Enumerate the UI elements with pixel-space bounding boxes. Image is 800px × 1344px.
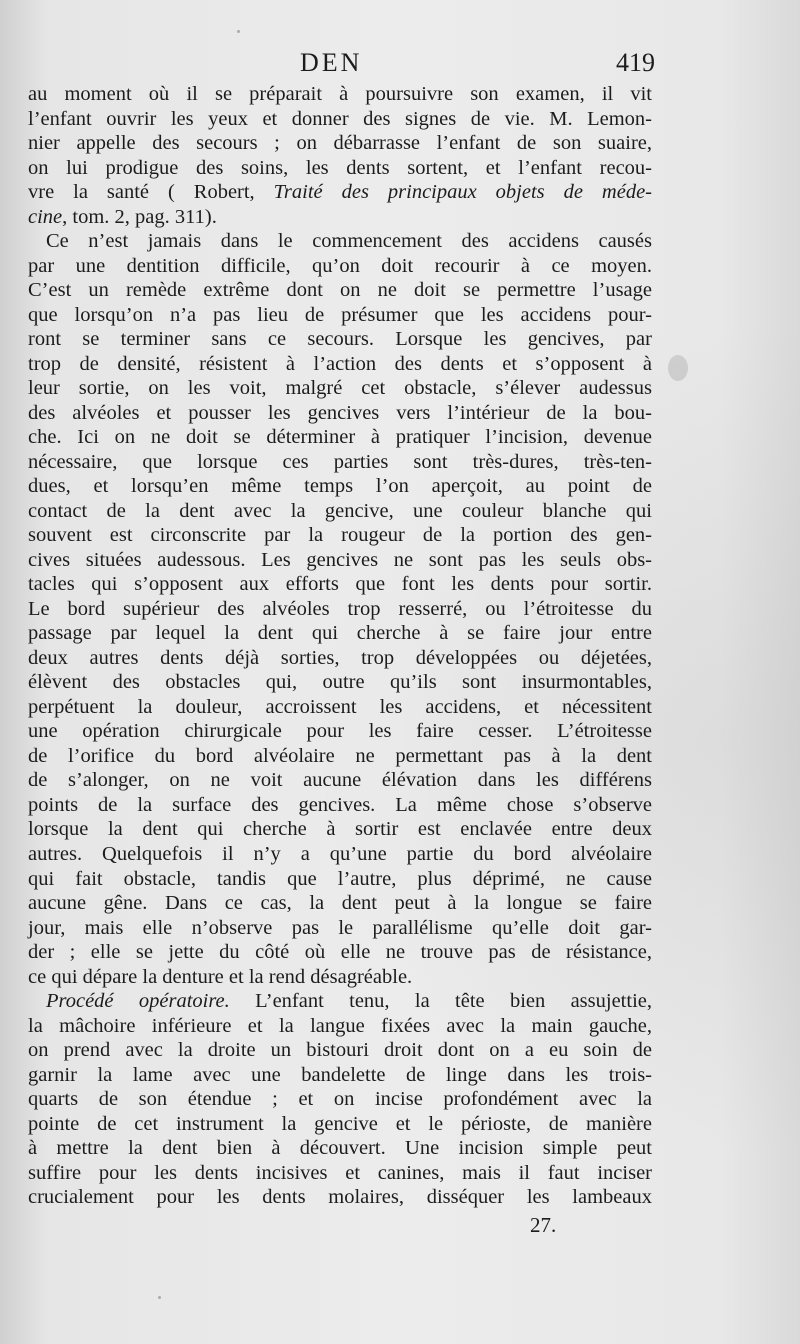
text-line: trop de densité, résistent à l’action des dents et s’opposent à (28, 352, 652, 375)
text-line: qui fait obstacle, tandis que l’autre, plus déprimé, ne cause (28, 867, 652, 890)
text-line (28, 989, 652, 1014)
paper-speck (237, 30, 240, 33)
text-line: ront se terminer sans ce secours. Lorsque les gencives, par (28, 328, 652, 351)
text-line (28, 205, 652, 230)
text-line: lorsque la dent qui cherche à sortir est enclavée entre deux (28, 818, 652, 841)
text-line: par une dentition difficile, qu’on doit recourir à ce moyen. (28, 254, 652, 277)
text-line: tacles qui s’opposent aux efforts que font les dents pour sortir. (28, 573, 652, 596)
text-line: points de la surface des gencives. La même chose s’observe (28, 793, 652, 816)
text-line: on prend avec la droite un bistouri droit dont on a eu soin de (28, 1039, 652, 1062)
text-line: nécessaire, que lorsque ces parties sont très-dures, très-ten- (28, 450, 652, 473)
paper-stain (668, 355, 688, 381)
text-line: leur sortie, on les voit, malgré cet obstacle, s’élever audessus (28, 377, 652, 400)
text-line: pointe de cet instrument la gencive et le périoste, de manière (28, 1112, 652, 1135)
text-line: dues, et lorsqu’en même temps l’on aperçoit, au point de (28, 475, 652, 498)
text-run: L’enfant tenu, la tête bien assujettie, (229, 990, 652, 1013)
paper-speck (158, 1296, 161, 1299)
text-run: vre la santé ( Robert, (28, 181, 274, 204)
text-line: souvent est circonscrite par la rougeur de la portion des gen- (28, 524, 652, 547)
text-line: passage par lequel la dent qui cherche à se faire jour entre (28, 622, 652, 645)
text-line: de s’alonger, on ne voit aucune élévation dans les différens (28, 769, 652, 792)
book-title-italic: cine (28, 205, 63, 228)
section-heading-italic: Procédé opératoire. (46, 990, 230, 1013)
body-text (28, 82, 652, 1210)
text-line: cives situées audessous. Les gencives ne sont pas les seuls obs- (28, 548, 652, 571)
text-line: quarts de son étendue ; et on incise profondément avec la (28, 1088, 652, 1111)
text-line: contact de la dent avec la gencive, une couleur blanche qui (28, 499, 652, 522)
text-line: à mettre la dent bien à découvert. Une incision simple peut (28, 1137, 652, 1160)
text-line: autres. Quelquefois il n’y a qu’une partie du bord alvéolaire (28, 842, 652, 865)
text-run: , tom. 2, pag. 311). (62, 205, 217, 228)
text-line: der ; elle se jette du côté où elle ne trouve pas de résistance, (28, 941, 652, 964)
text-line: on lui prodigue des soins, les dents sortent, et l’enfant recou- (28, 156, 652, 179)
book-title-italic: Traité des principaux objets de méde- (273, 181, 652, 204)
text-line: deux autres dents déjà sorties, trop développées ou déjetées, (28, 646, 652, 669)
page-number: 419 (616, 48, 655, 77)
text-line: Ce n’est jamais dans le commencement des accidens causés (46, 230, 652, 253)
text-line: l’enfant ouvrir les yeux et donner des signes de vie. M. Lemon- (28, 107, 652, 130)
text-line (28, 180, 652, 205)
text-line: Le bord supérieur des alvéoles trop resserré, ou l’étroitesse du (28, 597, 652, 620)
text-line: la mâchoire inférieure et la langue fixées avec la main gauche, (28, 1014, 652, 1037)
text-line: aucune gêne. Dans ce cas, la dent peut à la longue se faire (28, 892, 652, 915)
text-line: que lorsqu’on n’a pas lieu de présumer que les accidens pour- (28, 303, 652, 326)
text-line: ce qui dépare la denture et la rend désagréable. (28, 965, 413, 988)
text-line: de l’orifice du bord alvéolaire ne permettant pas à la dent (28, 744, 652, 767)
text-line: garnir la lame avec une bandelette de linge dans les trois- (28, 1063, 652, 1086)
text-line: des alvéoles et pousser les gencives vers l’intérieur de la bou- (28, 401, 652, 424)
running-head-title: DEN (300, 48, 363, 77)
text-line: élèvent des obstacles qui, outre qu’ils sont insurmontables, (28, 671, 652, 694)
text-line: au moment où il se préparait à poursuivre son examen, il vit (28, 83, 652, 105)
text-line: une opération chirurgicale pour les faire cesser. L’étroitesse (28, 720, 652, 743)
text-line: nier appelle des secours ; on débarrasse l’enfant de son suaire, (28, 132, 652, 155)
text-line: perpétuent la douleur, accroissent les accidens, et nécessitent (28, 695, 652, 718)
text-line: crucialement pour les dents molaires, disséquer les lambeaux (28, 1186, 652, 1209)
text-line: jour, mais elle n’observe pas le parallélisme qu’elle doit gar- (28, 916, 652, 939)
text-line: che. Ici on ne doit se déterminer à pratiquer l’incision, devenue (28, 426, 652, 449)
text-line: C’est un remède extrême dont on ne doit se permettre l’usage (28, 279, 652, 302)
signature-mark: 27. (530, 1213, 557, 1237)
text-line: suffire pour les dents incisives et canines, mais il faut inciser (28, 1161, 652, 1184)
